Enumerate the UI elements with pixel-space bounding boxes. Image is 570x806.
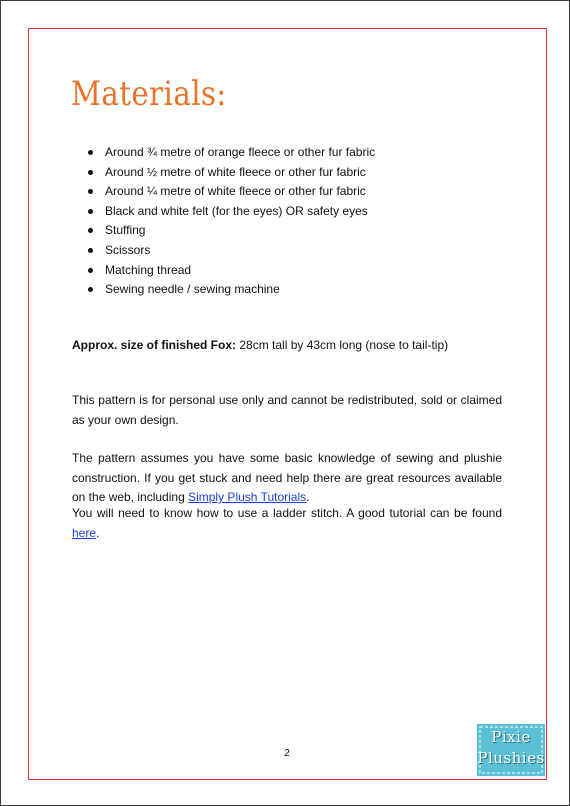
logo-line-2: Plushies bbox=[477, 749, 545, 767]
list-item bbox=[86, 261, 375, 281]
logo-line-1: Pixie bbox=[491, 728, 531, 746]
list-item-text: Around ¼ metre of white fleece or other fur fabric bbox=[105, 184, 366, 199]
list-item bbox=[86, 163, 375, 183]
ladder-stitch-paragraph bbox=[72, 504, 502, 543]
list-item-text: Sewing needle / sewing machine bbox=[105, 282, 280, 297]
ladder-stitch-tutorial-link[interactable]: here bbox=[72, 525, 97, 540]
list-item-text: Around ¾ metre of orange fleece or other fur fabric bbox=[105, 145, 376, 159]
bullet-icon bbox=[88, 287, 93, 292]
bullet-icon bbox=[88, 150, 93, 155]
bullet-icon bbox=[88, 209, 93, 214]
finished-size-line bbox=[72, 336, 502, 356]
list-item bbox=[86, 202, 375, 222]
finished-size-label: Approx. size of finished Fox: bbox=[72, 338, 237, 352]
bullet-icon bbox=[88, 268, 93, 273]
list-item-text: Black and white felt (for the eyes) OR safety eyes bbox=[105, 203, 368, 218]
bullet-icon bbox=[88, 228, 93, 233]
finished-size-value: 28cm tall by 43cm long (nose to tail-tip) bbox=[236, 338, 449, 352]
pixie-plushies-logo bbox=[477, 724, 545, 776]
knowledge-paragraph-end: . bbox=[306, 490, 310, 504]
list-item-text: Around ½ metre of white fleece or other fur fabric bbox=[105, 164, 366, 179]
list-item-text: Scissors bbox=[105, 242, 151, 257]
list-item bbox=[86, 280, 375, 300]
ladder-stitch-paragraph-end: . bbox=[96, 525, 100, 540]
page-number: 2 bbox=[284, 748, 290, 759]
list-item-text: Matching thread bbox=[105, 262, 192, 277]
materials-list bbox=[86, 143, 375, 300]
list-item bbox=[86, 241, 375, 261]
knowledge-paragraph-text: The pattern assumes you have some basic knowledge of sewing and plushie construction. If you get stuck and need help there are great resources available on the web, including bbox=[72, 451, 502, 504]
list-item bbox=[86, 221, 375, 241]
list-item bbox=[86, 182, 375, 202]
materials-heading: Materials: bbox=[71, 74, 227, 114]
bullet-icon bbox=[88, 170, 93, 175]
ladder-stitch-paragraph-text: You will need to know how to use a ladder stitch. A good tutorial can be found bbox=[72, 506, 502, 520]
simply-plush-tutorials-link[interactable]: Simply Plush Tutorials bbox=[188, 490, 307, 504]
usage-paragraph: This pattern is for personal use only and cannot be redistributed, sold or claimed as your own design. bbox=[72, 393, 502, 427]
bullet-icon bbox=[88, 189, 93, 194]
knowledge-paragraph bbox=[72, 449, 502, 508]
bullet-icon bbox=[88, 248, 93, 253]
list-item-text: Stuffing bbox=[105, 223, 146, 238]
list-item bbox=[86, 143, 375, 163]
